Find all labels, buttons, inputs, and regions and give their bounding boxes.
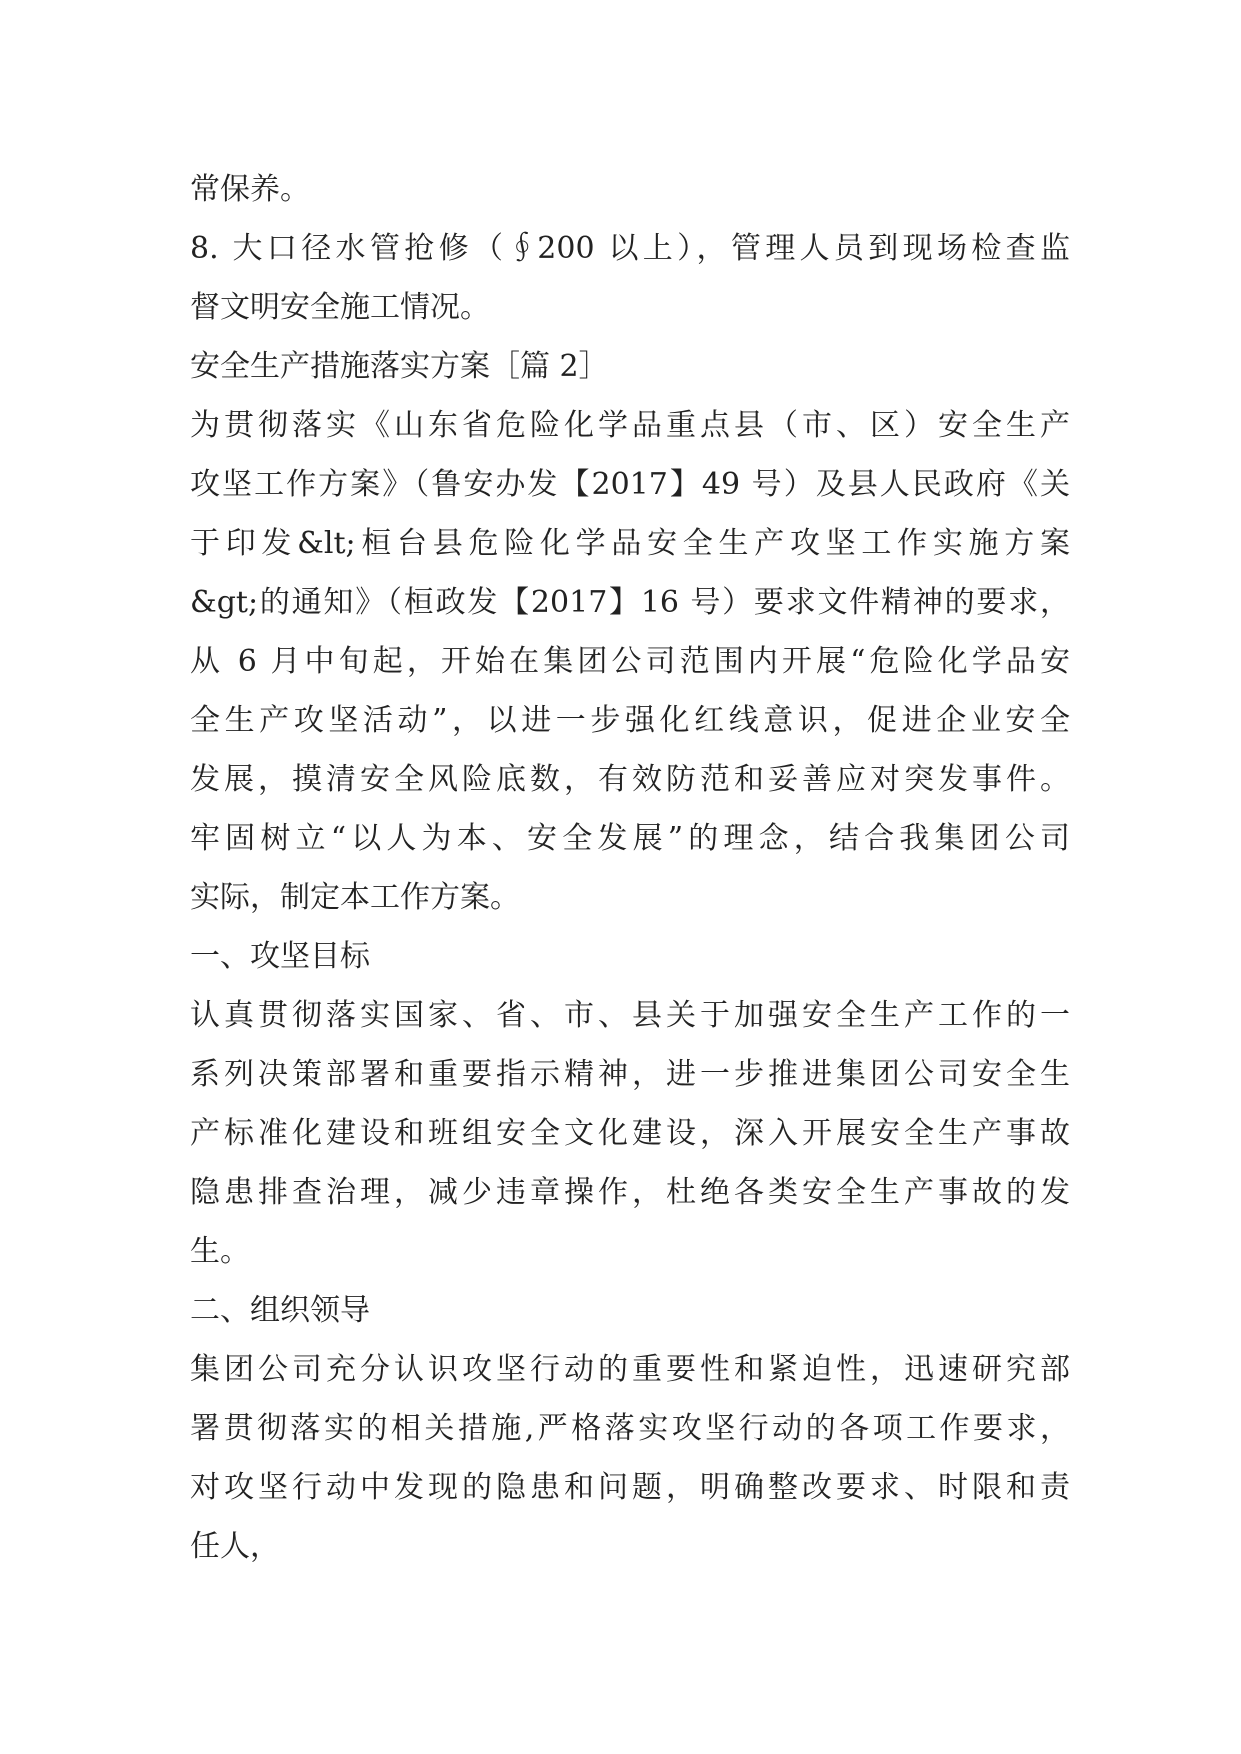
text-line: 攻坚工作方案》（鲁安办发【2017】49 号）及县人民政府《关	[190, 467, 1070, 502]
section-heading: 一、攻坚目标	[190, 939, 370, 974]
text-line: 实际，制定本工作方案。	[190, 880, 520, 915]
section-heading: 安全生产措施落实方案［篇 2］	[190, 349, 609, 384]
text-line: 从 6 月中旬起，开始在集团公司范围内开展“危险化学品安	[190, 644, 1070, 679]
text-line: &gt;的通知》（桓政发【2017】16 号）要求文件精神的要求，	[190, 585, 1070, 620]
text-line: 认真贯彻落实国家、省、市、县关于加强安全生产工作的一	[190, 998, 1070, 1033]
text-line: 发展，摸清安全风险底数，有效防范和妥善应对突发事件。	[190, 762, 1070, 797]
text-line: 署贯彻落实的相关措施,严格落实攻坚行动的各项工作要求，	[190, 1411, 1070, 1446]
text-line: 常保养。	[190, 172, 310, 207]
text-line: 8. 大口径水管抢修（∮200 以上），管理人员到现场检查监	[190, 231, 1070, 266]
text-line: 隐患排查治理，减少违章操作，杜绝各类安全生产事故的发	[190, 1175, 1070, 1210]
text-line: 生。	[190, 1234, 250, 1269]
text-line: 集团公司充分认识攻坚行动的重要性和紧迫性，迅速研究部	[190, 1352, 1070, 1387]
text-line: 全生产攻坚活动”，以进一步强化红线意识，促进企业安全	[190, 703, 1070, 738]
text-line: 任人，	[190, 1529, 280, 1564]
text-line: 督文明安全施工情况。	[190, 290, 490, 325]
text-line: 牢固树立“以人为本、安全发展”的理念，结合我集团公司	[190, 821, 1070, 856]
text-line: 系列决策部署和重要指示精神，进一步推进集团公司安全生	[190, 1057, 1070, 1092]
section-heading: 二、组织领导	[190, 1293, 370, 1328]
text-line: 于印发&lt;桓台县危险化学品安全生产攻坚工作实施方案	[190, 526, 1070, 561]
text-line: 为贯彻落实《山东省危险化学品重点县（市、区）安全生产	[190, 408, 1070, 443]
text-line: 对攻坚行动中发现的隐患和问题，明确整改要求、时限和责	[190, 1470, 1070, 1505]
text-line: 产标准化建设和班组安全文化建设，深入开展安全生产事故	[190, 1116, 1070, 1151]
document-body	[190, 160, 1070, 1576]
